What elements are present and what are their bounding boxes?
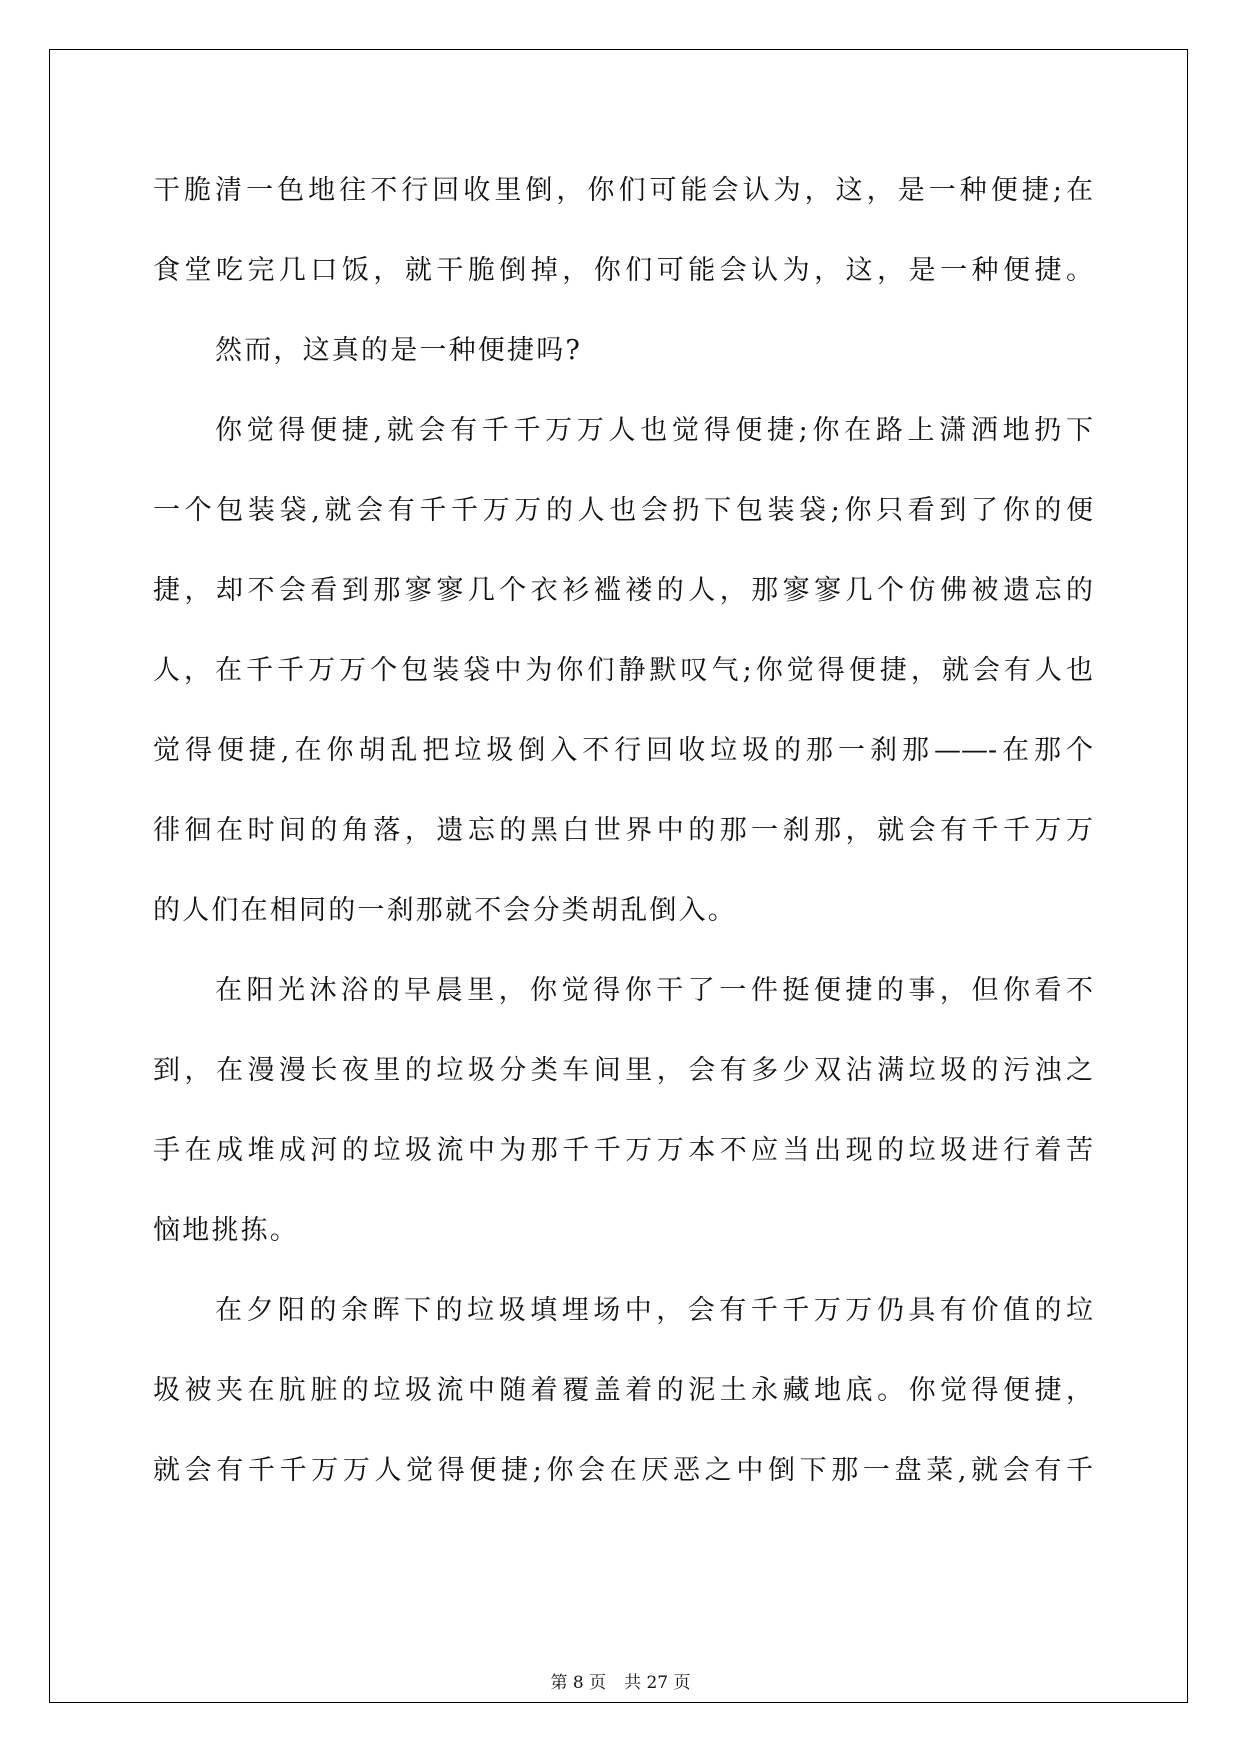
text-line: 在夕阳的余晖下的垃圾填埋场中，会有千千万万仍具有价值的垃 xyxy=(215,1295,1093,1326)
page-total: 共 27 页 xyxy=(624,1673,691,1693)
text-line: 在阳光沐浴的早晨里，你觉得你干了一件挺便捷的事，但你看不 xyxy=(215,975,1093,1006)
text-line: 觉得便捷,在你胡乱把垃圾倒入不行回收垃圾的那一刹那——-在那个 xyxy=(153,735,1093,766)
page-footer xyxy=(0,1668,1241,1693)
text-line: 你觉得便捷,就会有千千万万人也觉得便捷;你在路上潇洒地扔下 xyxy=(215,415,1093,446)
text-line: 圾被夹在肮脏的垃圾流中随着覆盖着的泥土永藏地底。你觉得便捷， xyxy=(153,1375,1093,1406)
text-line: 徘徊在时间的角落，遗忘的黑白世界中的那一刹那，就会有千千万万 xyxy=(153,815,1093,846)
text-line: 到，在漫漫长夜里的垃圾分类车间里，会有多少双沾满垃圾的污浊之 xyxy=(153,1055,1093,1086)
text-line: 一个包装袋,就会有千千万万的人也会扔下包装袋;你只看到了你的便 xyxy=(153,495,1093,526)
text-line: 捷，却不会看到那寥寥几个衣衫褴褛的人，那寥寥几个仿佛被遗忘的 xyxy=(153,575,1093,606)
page-number: 第 8 页 xyxy=(550,1673,607,1693)
text-line: 然而，这真的是一种便捷吗? xyxy=(215,335,583,366)
text-line: 食堂吃完几口饭，就干脆倒掉，你们可能会认为，这，是一种便捷。 xyxy=(153,255,1093,286)
text-line: 手在成堆成河的垃圾流中为那千千万万本不应当出现的垃圾进行着苦 xyxy=(153,1135,1093,1166)
text-line: 干脆清一色地往不行回收里倒，你们可能会认为，这，是一种便捷;在 xyxy=(153,175,1093,206)
text-line: 人，在千千万万个包装袋中为你们静默叹气;你觉得便捷，就会有人也 xyxy=(153,655,1093,686)
text-line: 的人们在相同的一刹那就不会分类胡乱倒入。 xyxy=(153,895,737,926)
text-line: 恼地挑拣。 xyxy=(153,1215,299,1246)
text-line: 就会有千千万万人觉得便捷;你会在厌恶之中倒下那一盘菜,就会有千 xyxy=(153,1455,1093,1486)
